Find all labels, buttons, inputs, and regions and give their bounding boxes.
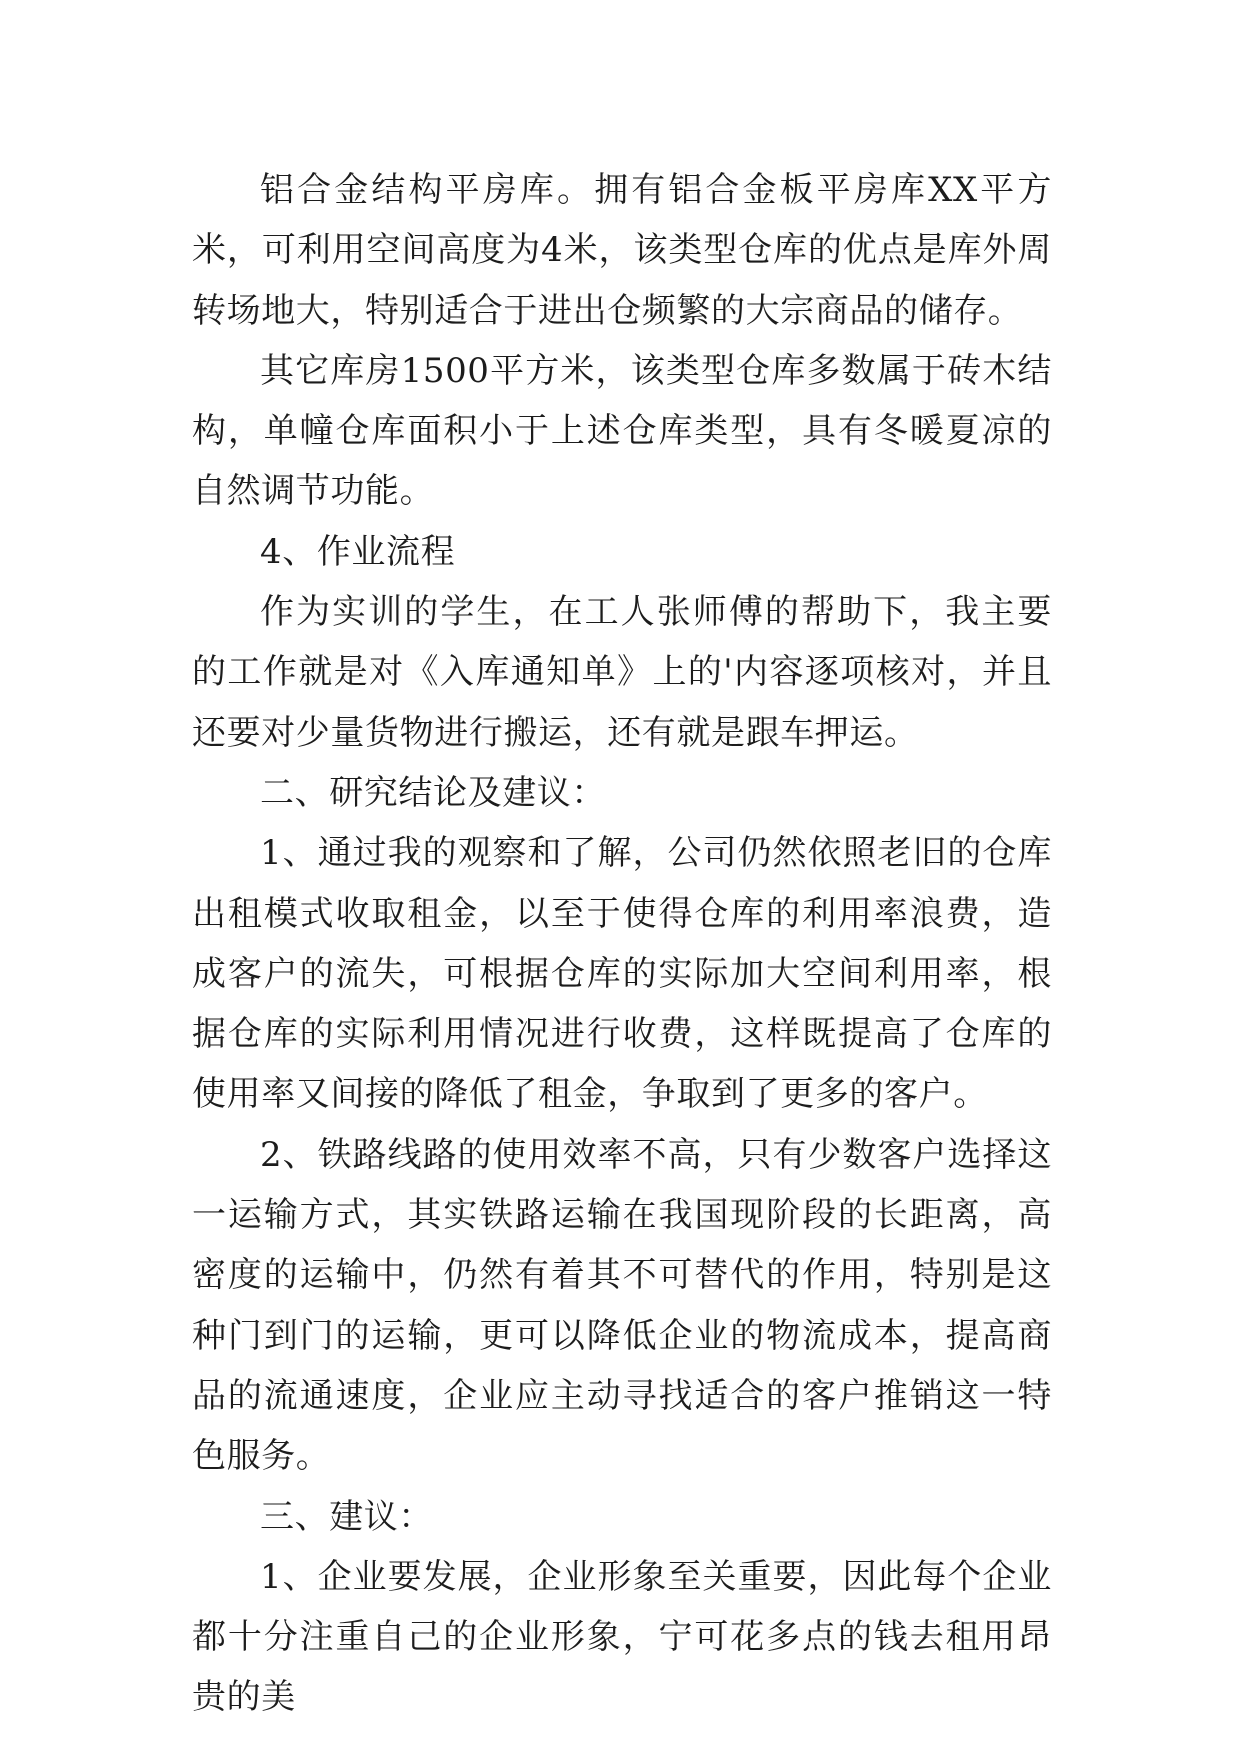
paragraph-other-warehouses: 其它库房1500平方米，该类型仓库多数属于砖木结构，单幢仓库面积小于上述仓库类型，具有冬暖夏凉的自然调节功能。: [192, 350, 1052, 512]
paragraph-suggestion-1: 1、企业要发展，企业形象至关重要，因此每个企业都十分注重自己的企业形象，宁可花多点的钱去租用昂贵的美: [192, 1556, 1052, 1718]
heading-conclusions: 二、研究结论及建议：: [260, 772, 606, 813]
paragraph-conclusion-2: 2、铁路线路的使用效率不高，只有少数客户选择这一运输方式，其实铁路运输在我国现阶段的长距离，高密度的运输中，仍然有着其不可替代的作用，特别是这种门到门的运输，更可以降低企业的物流成本，提高商品的流通速度，企业应主动寻找适合的客户推销这一特色服务。: [192, 1134, 1052, 1477]
paragraph-conclusion-1: 1、通过我的观察和了解，公司仍然依照老旧的仓库出租模式收取租金，以至于使得仓库的利用率浪费，造成客户的流失，可根据仓库的实际加大空间利用率，根据仓库的实际利用情况进行收费，这样既提高了仓库的使用率又间接的降低了租金，争取到了更多的客户。: [192, 833, 1052, 1115]
paragraph-aluminum-warehouse: 铝合金结构平房库。拥有铝合金板平房库XX平方米，可利用空间高度为4米，该类型仓库的优点是库外周转场地大，特别适合于进出仓频繁的大宗商品的储存。: [192, 170, 1052, 331]
paragraph-trainee-work: 作为实训的学生，在工人张师傅的帮助下，我主要的工作就是对《入库通知单》上的'内容逐项核对，并且还要对少量货物进行搬运，还有就是跟车押运。: [192, 592, 1052, 753]
heading-workflow: 4、作业流程: [260, 531, 456, 572]
document-body: [192, 160, 1052, 1728]
heading-suggestions: 三、建议：: [260, 1496, 433, 1537]
